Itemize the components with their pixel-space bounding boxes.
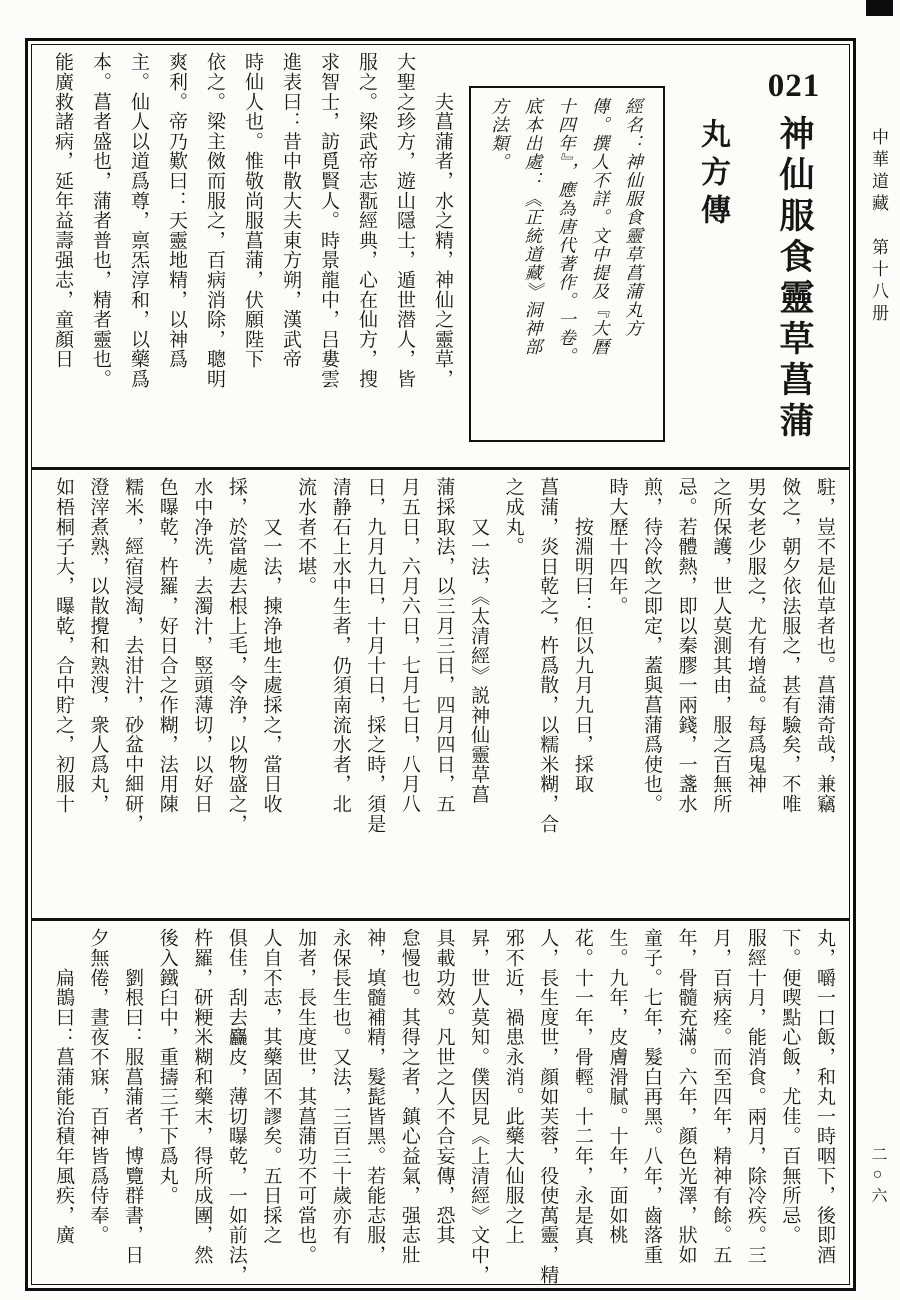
text-column: 澄滓煮熟，以散攪和熟溲，衆人爲丸， bbox=[87, 477, 109, 814]
text-column: 大聖之珍方，遊山隱士，遁世潜人，皆 bbox=[394, 52, 415, 389]
text-column: 進表曰：昔中散大夫東方朔，漢武帝 bbox=[280, 52, 301, 369]
text-column: 花。十一年，骨輕。十二年，永是真 bbox=[571, 927, 593, 1245]
abstract-column: 方法類。 bbox=[489, 97, 510, 171]
text-column: 人自不志，其藥固不謬矣。五日採之 bbox=[260, 927, 282, 1245]
text-column: 神，填髓補精，髮髭皆黑。若能志服， bbox=[364, 927, 386, 1265]
abstract-column: 十四年』，應為唐代著作。一卷。 bbox=[556, 97, 577, 366]
title-line2: 丸方傳 bbox=[696, 118, 729, 232]
text-column: 煎，待冷飲之即定，蓋與菖蒲爲使也。 bbox=[641, 477, 663, 814]
text-column: 生。九年，皮膚滑膩。十年，面如桃 bbox=[606, 927, 628, 1245]
text-column: 怠慢也。其得之者，鎮心益氣，强志壯 bbox=[398, 927, 420, 1265]
text-column: 按淵明曰：但以九月九日，採取 bbox=[571, 477, 593, 794]
text-column: 人，長生度世，顔如芙蓉，役使萬靈，精 bbox=[537, 927, 559, 1284]
text-column: 月，百病痊。而至四年，精神有餘。五 bbox=[710, 927, 732, 1265]
text-column: 日，九月九日，十月十日，採之時，須是 bbox=[364, 477, 386, 834]
text-column: 具載功效。凡世之人不合妄傳，恐其 bbox=[433, 927, 455, 1245]
text-column: 爽利。帝乃歎曰：天靈地精，以神爲 bbox=[166, 52, 187, 369]
page-frame bbox=[25, 38, 856, 1291]
abstract-columns bbox=[482, 97, 650, 431]
text-column: 服之。梁武帝志翫經典，心在仙方，搜 bbox=[356, 52, 377, 389]
abstract-column: 傳。撰人不詳。文中提及『大曆 bbox=[590, 97, 610, 356]
volume-label: 中華道藏 第十八册 bbox=[869, 128, 888, 326]
band1-columns bbox=[40, 52, 461, 467]
text-column: 年，骨髓充滿。六年，顔色光澤，狀如 bbox=[675, 927, 697, 1265]
text-column: 杵羅，研粳米糊和藥末，得所成團，然 bbox=[191, 927, 213, 1265]
text-column: 流水者不堪。 bbox=[295, 477, 317, 596]
text-column: 又一法，《太清經》説神仙靈草菖 bbox=[468, 477, 490, 805]
text-column: 劉根曰：服菖蒲者，博覽群書，日 bbox=[122, 927, 144, 1265]
text-column: 時大歷十四年。 bbox=[606, 477, 628, 616]
band-middle bbox=[32, 467, 849, 918]
text-column: 能廣救諸病，延年益壽强志，童顏日 bbox=[52, 52, 73, 369]
text-column: 俱佳，刮去麤皮，薄切曝乾，一如前法， bbox=[225, 927, 247, 1284]
text-column: 邪不近，禍患永消。此藥大仙服之上 bbox=[502, 927, 524, 1245]
text-column: 依之。梁主傚而服之，百病消除，聰明 bbox=[204, 52, 225, 389]
page-frame-inner bbox=[31, 44, 850, 1285]
text-column: 求智士，訪覓賢人。時景龍中，吕婁雲 bbox=[318, 52, 339, 389]
title-line1: 神仙服食靈草菖蒲 bbox=[775, 115, 814, 443]
text-column: 夕無倦，晝夜不寐，百神皆爲侍奉。 bbox=[87, 927, 109, 1245]
text-column: 服經十月，能消食。兩月，除冷疾。三 bbox=[744, 927, 766, 1265]
text-column: 男女老少服之，尤有增益。每爲鬼神 bbox=[744, 477, 766, 794]
title-column bbox=[747, 52, 841, 467]
text-column: 月五日，六月六日，七月七日，八月八 bbox=[398, 477, 420, 814]
band-top bbox=[32, 45, 849, 467]
text-column: 蒲採取法，以三月三日，四月四日，五 bbox=[433, 477, 455, 814]
text-column: 主。仙人以道爲尊，禀炁淳和，以藥爲 bbox=[128, 52, 149, 389]
text-column: 清静石上水中生者，仍須南流水者，北 bbox=[329, 477, 351, 814]
text-column: 永保長生也。又法，三百三十歲亦有 bbox=[329, 927, 351, 1245]
band-bottom bbox=[32, 918, 849, 1284]
abstract-area bbox=[461, 52, 673, 467]
abstract-column: 底本出處：《正統道藏》洞神部 bbox=[523, 97, 543, 356]
title-block bbox=[673, 52, 841, 467]
text-column: 如梧桐子大，曝乾，合中貯之，初服十 bbox=[52, 477, 74, 814]
corner-tab-mark bbox=[866, 0, 893, 16]
text-column: 之成丸。 bbox=[502, 477, 524, 557]
abstract-box bbox=[469, 86, 665, 442]
text-column: 糯米，經宿浸淘，去泔汁，砂盆中細研， bbox=[122, 477, 144, 834]
text-column: 加者，長生度世，其菖蒲功不可當也。 bbox=[295, 927, 317, 1265]
text-column: 菖蒲，炎日乾之，杵爲散，以糯米糊，合 bbox=[537, 477, 559, 834]
text-column: 本。菖者盛也，蒲者普也，精者靈也。 bbox=[90, 52, 111, 389]
text-column: 昇，世人莫知。僕因見《上清經》文中， bbox=[468, 927, 490, 1284]
text-column: 下。便喫點心飯，尤佳。百無所忌。 bbox=[779, 927, 801, 1245]
page-number: 二○六 bbox=[869, 1146, 886, 1207]
doc-number: 021 bbox=[767, 68, 821, 104]
text-column: 之所保護，世人莫測其由，服之百無所 bbox=[710, 477, 732, 814]
text-column: 忌。若體熱，即以秦膠一兩錢，一盞水 bbox=[675, 477, 697, 814]
text-column: 又一法，揀浄地生處採之，當日收 bbox=[260, 477, 282, 814]
text-column: 駐，豈不是仙草者也。菖蒲奇哉，兼竊 bbox=[814, 477, 835, 814]
text-column: 丸，嚼一口飯，和丸一時咽下，後即酒 bbox=[814, 927, 835, 1265]
text-column: 色曝乾，杵羅，好日合之作糊，法用陳 bbox=[156, 477, 178, 814]
text-column: 採，於當處去根上毛，令浄，以物盛之， bbox=[225, 477, 247, 834]
text-column: 時仙人也。惟敬尚服菖蒲，伏願陛下 bbox=[242, 52, 263, 369]
abstract-column: 經名：神仙服食靈草菖蒲丸方 bbox=[623, 97, 644, 338]
text-column: 扁鵲曰：菖蒲能治積年風疾，廣 bbox=[52, 927, 74, 1245]
text-column: 童子。七年，髮白再黑。八年，齒落重 bbox=[641, 927, 663, 1265]
text-column: 傚之，朝夕依法服之，甚有驗矣，不唯 bbox=[779, 477, 801, 814]
text-column: 水中净洗，去濁汁，竪頭薄切，以好日 bbox=[191, 477, 213, 814]
text-column: 後入鐵臼中，重擣三千下爲丸。 bbox=[156, 927, 178, 1205]
text-column: 夫菖蒲者，水之精，神仙之靈草， bbox=[432, 52, 453, 389]
